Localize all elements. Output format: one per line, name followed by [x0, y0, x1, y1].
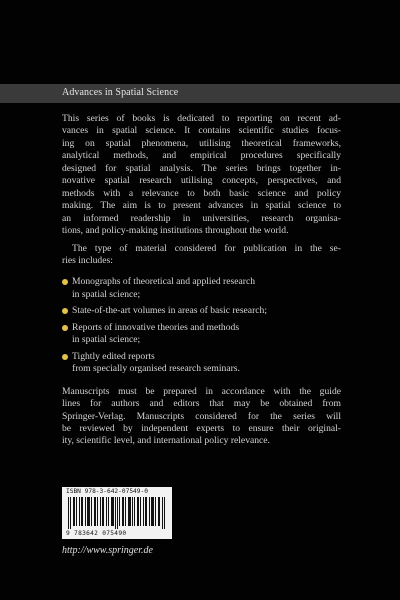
intro-line: tions, and policy-making institutions throughout the world. [62, 225, 289, 237]
list-item [62, 351, 341, 376]
list-item-text: Reports of innovative theories and methods [72, 321, 240, 333]
intro-line: vances in spatial science. It contains scientific studies focus- [62, 125, 341, 137]
list-item-text: in spatial science; [72, 334, 141, 346]
list-item [62, 305, 341, 317]
series-title: Advances in Spatial Science [62, 87, 179, 98]
intro-line: an informed readership in universities, research organisa- [62, 212, 341, 224]
closing-line: Manuscripts must be prepared in accordance with the guide [62, 385, 341, 397]
intro-line: designed for spatial analysis. The series brings together in- [62, 162, 341, 174]
intro-line: analytical methods, and empirical procedures specifically [62, 150, 341, 162]
closing-paragraph [62, 386, 341, 448]
list-item-text: in spatial science; [72, 288, 141, 300]
material-list [62, 276, 341, 375]
intro-line: novative spatial research utilising concepts, perspectives, and [62, 175, 341, 187]
intro-paragraph [62, 113, 341, 238]
list-item-text: Tightly edited reports [72, 350, 155, 362]
barcode-digits: 9 783642 075490 [66, 530, 127, 537]
intro-line: This series of books is dedicated to reporting on recent ad- [62, 113, 341, 124]
material-line: The type of material considered for publication in the se- [72, 242, 341, 254]
closing-line: lines for authors and editors that may be obtained from [62, 398, 341, 410]
barcode-icon [66, 497, 168, 529]
isbn-text: ISBN 978-3-642-07549-0 [66, 488, 148, 495]
closing-line: Springer-Verlag. Manuscripts considered for the series will [62, 410, 341, 422]
list-item-text: Monographs of theoretical and applied research [72, 276, 256, 288]
bullet-dot-icon [62, 354, 68, 360]
bullet-dot-icon [62, 279, 68, 285]
bullet-dot-icon [62, 325, 68, 331]
list-item [62, 276, 341, 301]
closing-line: ity, scientific level, and international policy relevance. [62, 435, 270, 447]
closing-line: be reviewed by independent experts to ensure their original- [62, 422, 341, 434]
material-paragraph [62, 243, 341, 268]
intro-line: making. The aim is to present advances in spatial science to [62, 200, 341, 212]
intro-line: ing on spatial phenomena, utilising theoretical frameworks, [62, 137, 341, 149]
material-line: ries includes: [62, 254, 113, 266]
intro-line: methods with a relevance to both basic science and policy [62, 187, 341, 199]
list-item-text: from specially organised research seminars. [72, 363, 240, 375]
list-item-text: State-of-the-art volumes in areas of basic research; [72, 305, 267, 317]
series-band [0, 84, 400, 103]
publisher-url[interactable]: http://www.springer.de [62, 545, 153, 556]
bullet-dot-icon [62, 308, 68, 314]
description-block [62, 113, 341, 448]
list-item [62, 322, 341, 347]
